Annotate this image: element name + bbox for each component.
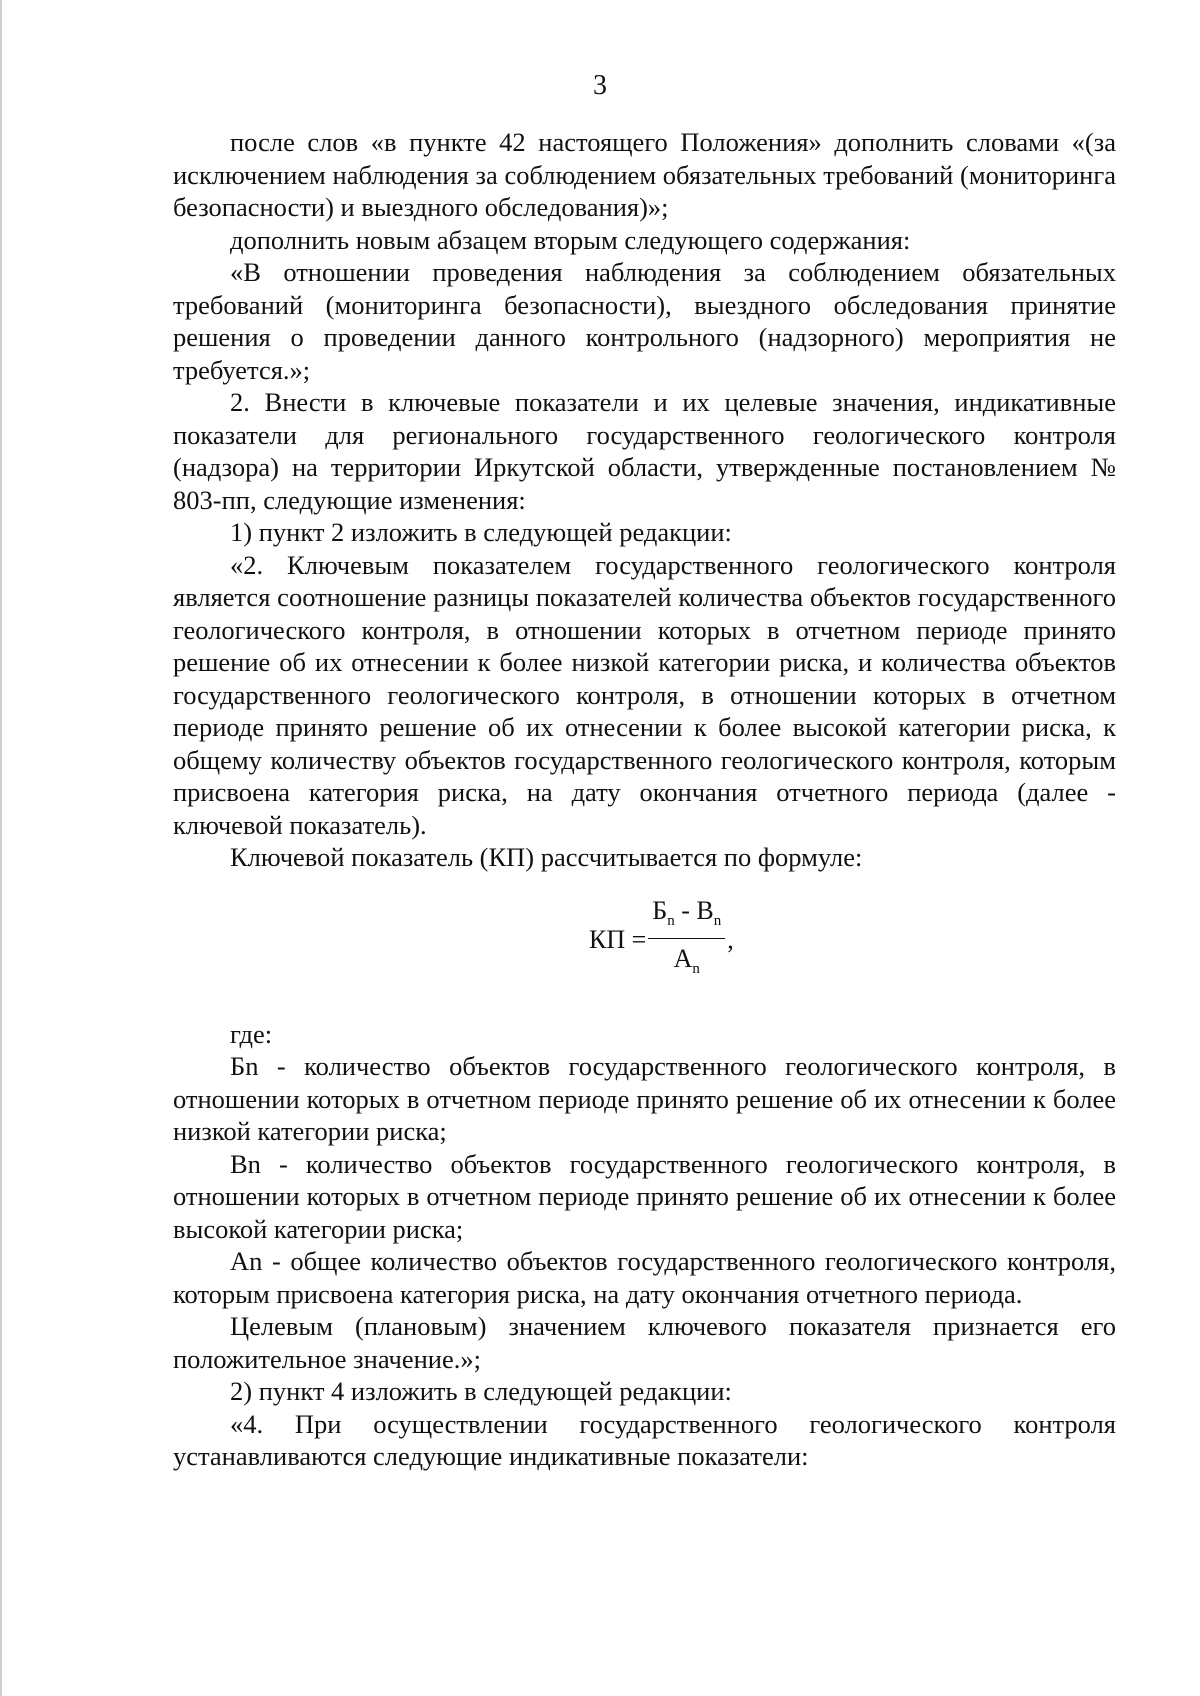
paragraph: где: [230, 1018, 273, 1049]
scan-edge [0, 0, 2, 1696]
paragraph: Ключевой показатель (КП) рассчитывается по формуле: [230, 842, 863, 872]
formula-lhs: КП = [589, 925, 647, 955]
formula-denominator: $А_n$ [673, 943, 700, 977]
paragraph: 2) пункт 4 изложить в следующей редакции: [230, 1376, 732, 1406]
paragraph: «2. Ключевым показателем государственного геологического контроля является соотношение разницы показателей количества объектов государственного геологического контроля, в отношении которых в отчетном периоде принято решение об их отнесении к более низкой категории риска, и количества объектов государственного геологического контроля, в отношении которых в отчетном периоде принято решение об их отнесении к более высокой категории риска, к общему количеству объектов государственного геологического контроля, которым присвоена категория риска, на дату окончания отчетного периода (далее - ключевой показатель). [173, 549, 1116, 840]
paragraph: «4. При осуществлении государственного геологического контроля устанавливаются следующие индикативные показатели: [173, 1408, 1116, 1471]
page-number: 3 [593, 70, 607, 101]
formula-block [173, 874, 1116, 996]
formula-fraction [648, 896, 725, 986]
paragraph: дополнить новым абзацем вторым следующего содержания: [230, 224, 911, 255]
paragraph: Вn - количество объектов государственного геологического контроля, в отношении которых в отчетном периоде принято решение об их отнесении к более высокой категории риска; [173, 1148, 1116, 1244]
paragraph: Бn - количество объектов государственного геологического контроля, в отношении которых в отчетном периоде принято решение об их отнесении к более низкой категории риска; [173, 1051, 1116, 1146]
paragraph: 2. Внести в ключевые показатели и их целевые значения, индикативные показатели для регионального государственного геологического контроля (надзора) на территории Иркутской области, утвержденные постановлением № 803-пп, следующие изменения: [173, 387, 1116, 515]
spacer [173, 996, 1116, 1018]
formula-numerator: $Б_n - В_n$ [648, 896, 725, 939]
formula [589, 896, 734, 986]
paragraph: Аn - общее количество объектов государственного геологического контроля, которым присвоена категория риска, на дату окончания отчетного периода. [173, 1246, 1116, 1309]
paragraph: «В отношении проведения наблюдения за соблюдением обязательных требований (мониторинга безопасности), выездного обследования принятие решения о проведении данного контрольного (надзорного) мероприятия не требуется.»; [173, 257, 1116, 385]
paragraph: Целевым (плановым) значением ключевого показателя признается его положительное значение.»; [173, 1311, 1116, 1374]
document-body [173, 126, 1116, 1473]
formula-comma: , [727, 925, 734, 955]
paragraph: после слов «в пункте 42 настоящего Положения» дополнить словами «(за исключением наблюдения за соблюдением обязательных требований (мониторинга безопасности) и выездного обследования)»; [173, 127, 1116, 222]
paragraph: 1) пункт 2 изложить в следующей редакции: [230, 517, 732, 547]
